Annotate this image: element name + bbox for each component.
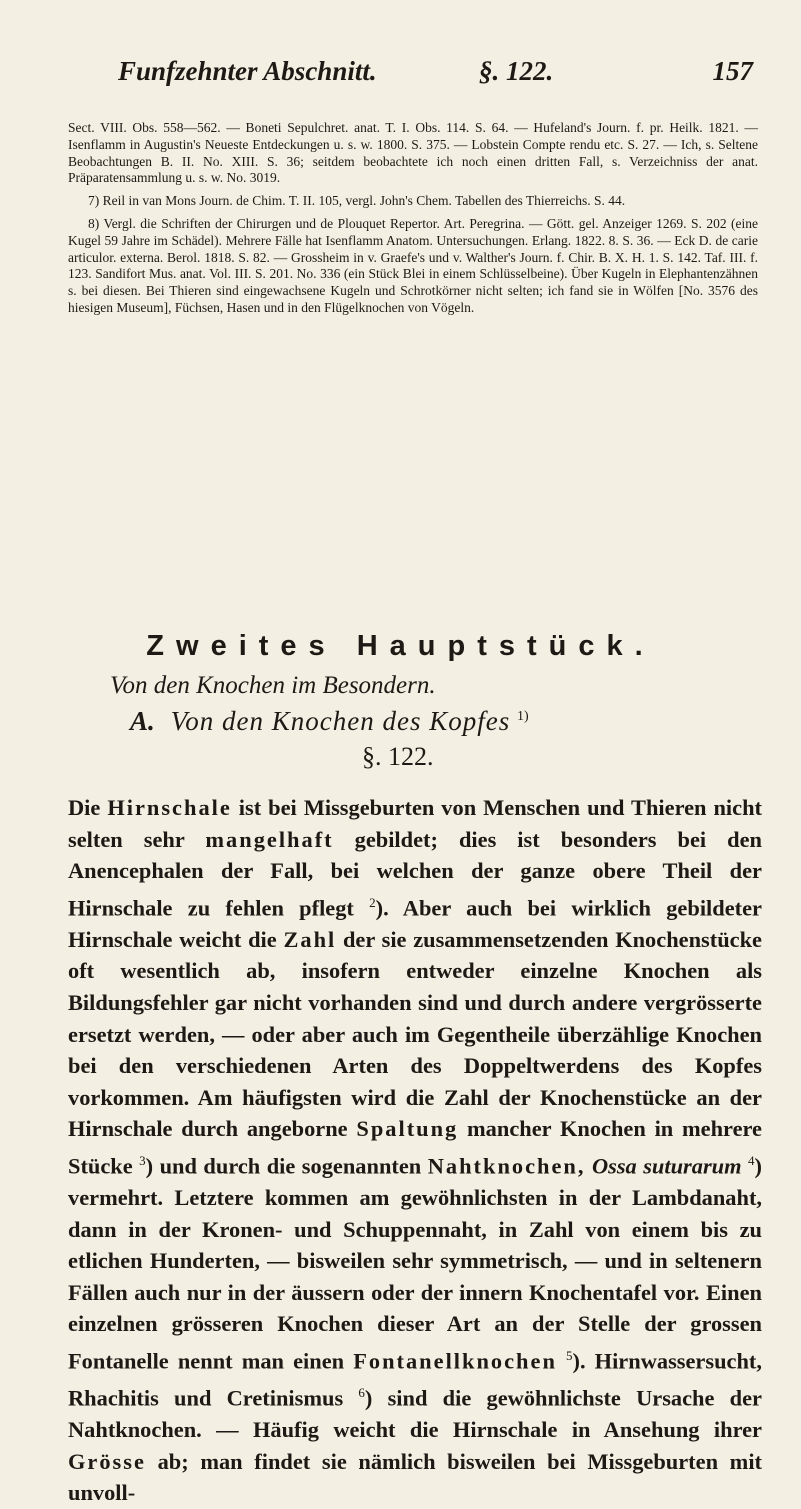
part-subheading: Von den Knochen im Besondern. — [110, 672, 436, 699]
emphasis: Hirnschale — [107, 795, 232, 820]
footnote-7: 7) Reil in van Mons Journ. de Chim. T. II. 105, vergl. John's Chem. Tabellen des Thierreichs. S. 44. — [88, 193, 626, 209]
text-run: ) und durch die sogenannten — [145, 1153, 428, 1179]
text-run: ab; man findet sie nämlich bisweilen bei Missgeburten mit unvoll- — [68, 1448, 762, 1506]
footnote-ref: 6 — [358, 1385, 365, 1401]
emphasis: Zahl — [283, 926, 337, 952]
text-run: ist bei Missgeburten von Menschen und Thieren nicht selten sehr — [68, 795, 762, 852]
section-marker: §. 122. — [479, 56, 554, 86]
text-run: mancher Knochen in mehrere Stücke — [68, 1116, 762, 1179]
text-run: ). Hirnwassersucht, Rhachitis und Cretinismus — [68, 1348, 762, 1411]
footnote-ref: 2 — [369, 894, 376, 910]
latin-term: Ossa suturarum — [591, 1153, 742, 1179]
text-run: ). Aber auch bei wirklich gebildeter Hirnschale weicht die — [68, 895, 762, 952]
section-a-title: Von den Knochen des Kopfes — [170, 706, 511, 736]
emphasis: Spaltung — [356, 1116, 459, 1142]
section-a-heading — [130, 706, 529, 737]
footnote-ref: 3 — [139, 1153, 146, 1168]
text-run: gebildet; dies ist besonders bei den Anencephalen der Fall, bei welchen der ganze obere Theil der Hirnschale zu fehlen pflegt — [68, 826, 762, 921]
footnote-continuation: Sect. VIII. Obs. 558—562. — Boneti Sepulchret. anat. T. I. Obs. 114. S. 64. — Hufeland's Journ. f. pr. Heilk. 1821. — Isenflamm in Augustin's Neueste Entdeckungen u. s. w. 1800. S. 375. — Lobstein Compte rendu etc. S. 27. — Ich, s. Seltene Beobachtungen B. II. No. XIII. S. 36; seitdem beobachtete ich noch einen dritten Fall, s. Verzeichniss der anat. Präparatensammlung u. s. w. No. 3019. — [68, 120, 758, 186]
footnote-ref: 1) — [516, 709, 529, 724]
footnote-8: 8) Vergl. die Schriften der Chirurgen und de Plouquet Repertor. Art. Peregrina. — Gött. gel. Anzeiger 1269. S. 202 (eine Kugel 59 Jahre im Schädel). Mehrere Fälle hat Isenflamm Anatom. Untersuchungen. Erlang. 1822. 8. S. 36. — Eck D. de carie articulor. externa. Berol. 1818. S. 82. — Grossheim in v. Graefe's und v. Walther's Journ. f. Chir. B. X. H. 1. S. 142. Taf. III. f. 123. Sandifort Mus. anat. Vol. III. S. 201. No. 336 (ein Stück Blei in einem Schlüsselbeine). Über Kugeln in Elephantenzähnen s. bei diesen. Bei Thieren sind eingewachsene Kugeln und Schrotkörner nicht selten; ich fand sie in Wölfen [No. 3576 des hiesigen Museum], Füchsen, Hasen und in den Flügelknochen von Vögeln. — [68, 215, 758, 315]
footnotes — [68, 120, 758, 323]
section-a-label: A. — [130, 706, 155, 736]
emphasis: mangelhaft — [205, 826, 334, 852]
paragraph-number: §. 122. — [362, 742, 434, 771]
text-run: ) vermehrt. Letztere kommen am gewöhnlichsten in der Lambdanaht, dann in der Kronen- und Schuppennaht, in Zahl von einem bis zu etlichen Hunderten, — bisweilen sehr symmetrisch, — und in seltenern Fällen auch nur in der äussern oder der innern Knochentafel vor. Einen einzelnen grösseren Knochen dieser Art an der Stelle der grossen Fontanelle nennt man einen — [68, 1153, 762, 1374]
part-heading: Zweites Hauptstück. — [146, 630, 655, 662]
page-number: 157 — [712, 56, 753, 86]
footnote-ref: 4 — [748, 1153, 755, 1168]
footnote-ref: 5 — [566, 1348, 573, 1364]
emphasis: Grösse — [68, 1448, 146, 1474]
text-run: ) sind die gewöhnlichste Ursache der Nahtknochen. — Häufig weicht die Hirnschale in Ansehung ihrer — [68, 1385, 762, 1443]
chapter-title: Funfzehnter Abschnitt. — [118, 56, 377, 86]
running-head — [64, 56, 757, 88]
text-run — [557, 1349, 566, 1374]
text-run: der sie zusammensetzenden Knochenstücke oft wesentlich ab, insofern entweder einzelne Knochen als Bildungsfehler gar nicht vorhanden sind und durch andere vergrösserte ersetzt werden, — oder aber auch im Gegentheile überzählige Knochen bei den verschiedenen Arten des Doppeltwerdens des Kopfes vorkommen. Am häufigsten wird die Zahl der Knochenstücke an der Hirnschale durch angeborne — [68, 926, 762, 1142]
body-paragraph — [68, 792, 762, 1509]
emphasis: Nahtknochen, — [427, 1153, 586, 1179]
emphasis: Fontanellknochen — [353, 1348, 557, 1374]
text-run: Die — [68, 795, 108, 820]
